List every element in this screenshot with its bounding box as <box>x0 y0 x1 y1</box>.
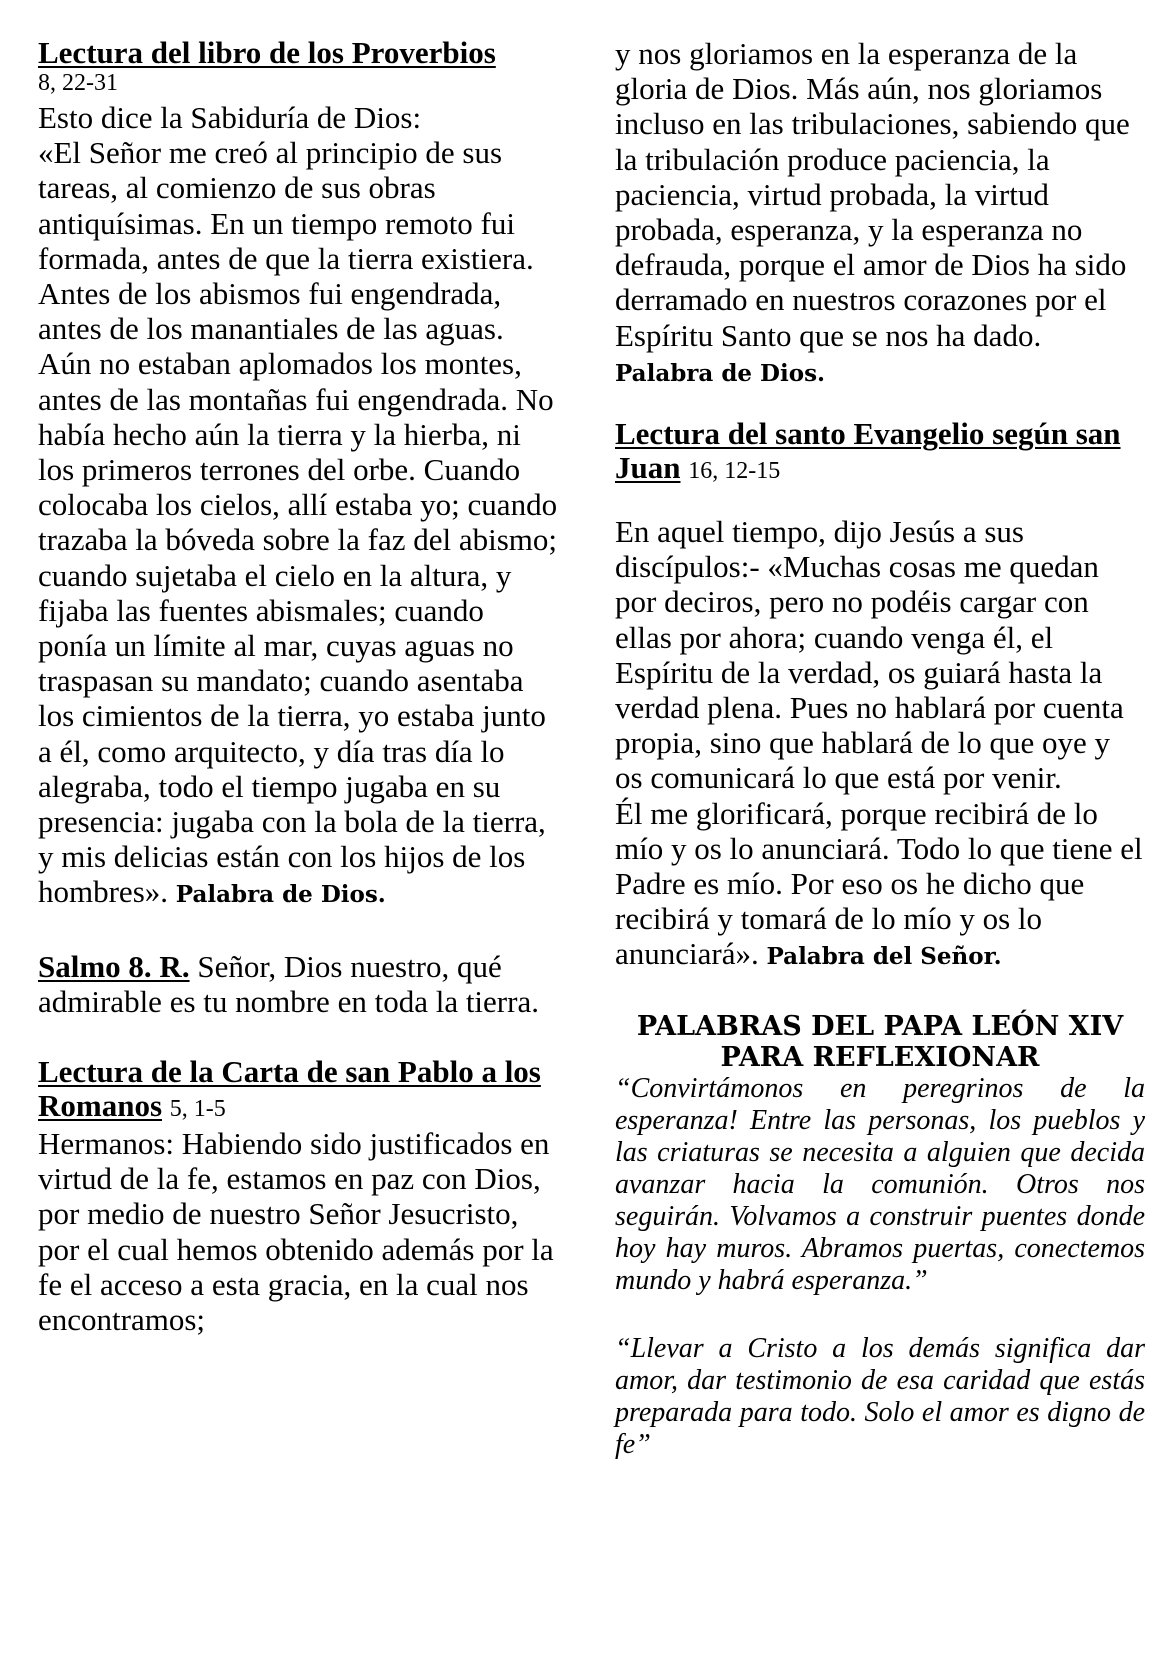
reflection-title: PALABRAS DEL PAPA LEÓN XIV PARA REFLEXIONAR <box>636 1010 1124 1073</box>
gospel-text: En aquel tiempo, dijo Jesús a sus discípulos:- «Muchas cosas me quedan por deciros, pero no podéis cargar con ellas por ahora; cuando venga él, el Espíritu de la verdad, os guiará hasta la verdad plena. Pues no hablará por cuenta propia, sino que hablará de lo que oye y os comunicará lo que está por venir. Él me glorificará, porque recibirá de lo mío y os lo anunciará. Todo lo que tiene el Padre es mío. Por eso os he dicho que recibirá y tomará de lo mío y os lo anunciará». <box>615 514 1143 972</box>
pope-reflection <box>615 1011 1145 1461</box>
romans-closing: Palabra de Dios. <box>615 359 826 387</box>
gospel-closing: Palabra del Señor. <box>766 943 1002 971</box>
proverbs-closing: Palabra de Dios. <box>175 881 386 909</box>
psalm-label: Salmo 8. R. <box>38 948 190 984</box>
romans-text: Hermanos: Habiendo sido justificados en virtud de la fe, estamos en paz con Dios, por medio de nuestro Señor Jesucristo, por el cual hemos obtenido además por la fe el acceso a esta gracia, en la cual nos encontramos; <box>38 1126 554 1338</box>
psalm-text: Señor, Dios nuestro, qué admirable es tu nombre en toda la tierra. <box>38 948 539 1019</box>
gospel-title: Lectura del santo Evangelio según san Juan 16, 12-15 <box>615 416 1121 486</box>
proverbs-body: Esto dice la Sabiduría de Dios: «El Señor me creó al principio de sus tareas, al comienzo de sus obras antiquísimas. En un tiempo remoto fui formada, antes de que la tierra existiera. Antes de los abismos fui engendrada, antes de los manantiales de las aguas. Aún no estaban aplomados los montes, antes de las montañas fui engendrada. No había hecho aún la tierra y la hierba, ni los primeros terrones del orbe. Cuando colocaba los cielos, allí estaba yo; cuando trazaba la bóveda sobre la faz del abismo; cuando sujetaba el cielo en la altura, y fijaba las fuentes abismales; cuando ponía un límite al mar, cuyas aguas no traspasan su mandato; cuando asentaba los cimientos de la tierra, yo estaba junto a él, como arquitecto, y día tras día lo alegraba, todo el tiempo jugaba en su presencia: jugaba con la bola de la tierra, y mis delicias están con los hijos de los hombres». <box>38 100 558 910</box>
reflection-quote-1: “Convirtámonos en peregrinos de la esperanza! Entre las personas, los pueblos y las criaturas se necesita a alguien que decida avanzar hacia la comunión. Otros nos seguirán. Volvamos a construir puentes donde hoy hay muros. Abramos puertas, conectemos mundo y habrá esperanza.” <box>615 1072 1145 1296</box>
romans-continued-text: y nos gloriamos en la esperanza de la gloria de Dios. Más aún, nos gloriamos incluso en las tribulaciones, sabiendo que la tribulación produce paciencia, la paciencia, virtud probada, la virtud probada, esperanza, y la esperanza no defrauda, porque el amor de Dios ha sido derramado en nuestros corazones por el Espíritu Santo que se nos ha dado. <box>615 36 1130 353</box>
right-column <box>615 36 1145 1461</box>
proverbs-title: Lectura del libro de los Proverbios <box>38 35 496 70</box>
romans-reading <box>38 1055 558 1337</box>
romans-title: Lectura de la Carta de san Pablo a los Romanos 5, 1-5 <box>38 1054 541 1124</box>
proverbs-reference: 8, 22-31 <box>38 70 118 96</box>
romans-reference: 5, 1-5 <box>169 1096 226 1123</box>
reflection-quote-2: “Llevar a Cristo a los demás significa dar amor, dar testimonio de esa caridad que estás preparada para todo. Solo el amor es digno de fe” <box>615 1332 1145 1460</box>
proverbs-reading <box>38 36 558 913</box>
gospel-reference: 16, 12-15 <box>688 458 781 485</box>
romans-continued <box>615 36 1145 391</box>
proverbs-text <box>38 100 558 913</box>
psalm-response <box>38 949 558 1019</box>
gospel-reading <box>615 417 1145 975</box>
left-column <box>38 36 558 1337</box>
